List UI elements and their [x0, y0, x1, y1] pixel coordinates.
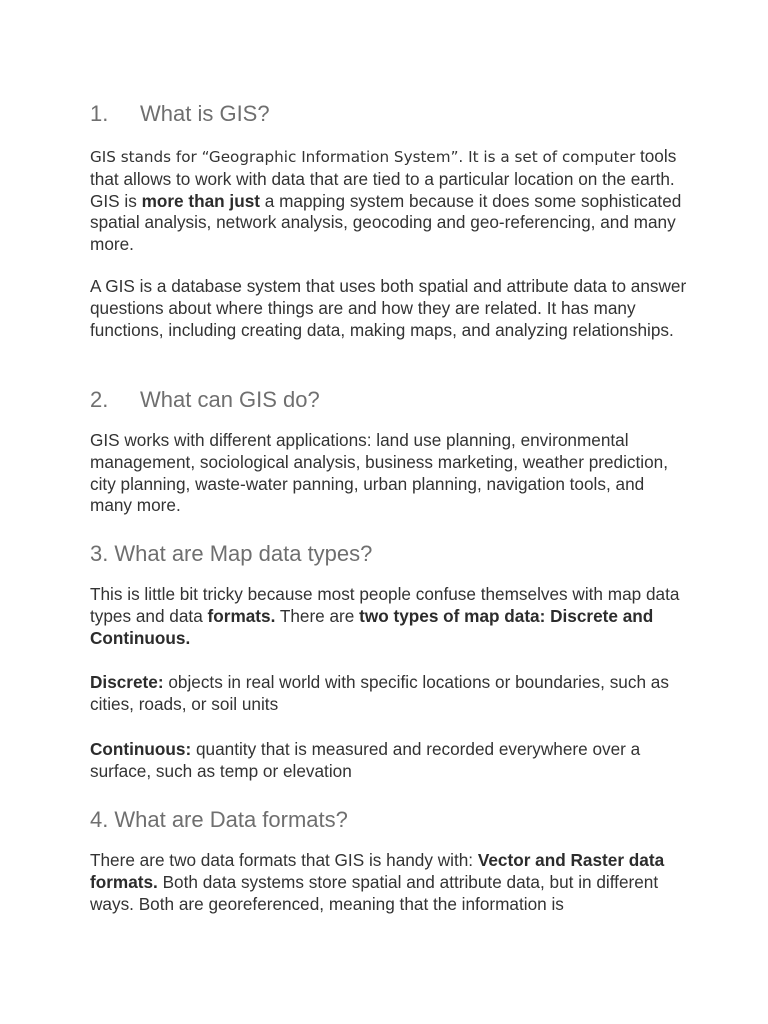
paragraph-map-data-types	[90, 584, 690, 649]
paragraph-text: a mapping system because it does some sophisticated spatial analysis, network analysis, geocoding and geo-referencing, and many more.	[90, 190, 682, 255]
section-number: 1.	[90, 101, 109, 126]
paragraph-continuous	[90, 739, 690, 783]
section-title: What are Map data types?	[114, 541, 373, 566]
paragraph-text: objects in real world with specific locations or boundaries, such as cities, roads, or soil units	[90, 672, 669, 714]
paragraph-text: A GIS is a database system that uses both spatial and attribute data to answer questions about where things are and how they are related. It has many functions, including creating data, making maps, and analyzing relationships.	[90, 276, 687, 340]
bold-text: formats.	[207, 605, 276, 626]
section-heading-1	[90, 101, 270, 127]
paragraph-discrete	[90, 672, 690, 716]
section-number: 3.	[90, 541, 109, 566]
bold-text: Vector and Raster data formats.	[90, 850, 665, 892]
section-heading-4	[90, 807, 348, 833]
paragraph-text: tools that allows to work with data that are tied to a particular location on the earth. GIS is	[90, 146, 677, 211]
section-number: 2.	[90, 387, 109, 412]
bold-text: two types of map data: Discrete and Continuous.	[90, 605, 654, 648]
paragraph-text: This is little bit tricky because most people confuse themselves with map data types and data	[90, 584, 680, 626]
bold-text: more than just	[141, 190, 260, 211]
section-title: What is GIS?	[140, 101, 270, 126]
paragraph-gis-definition	[90, 146, 690, 256]
paragraph-gis-database	[90, 276, 690, 341]
paragraph-text: quantity that is measured and recorded everywhere over a surface, such as temp or elevation	[90, 739, 641, 781]
section-heading-2	[90, 387, 320, 413]
paragraph-data-formats	[90, 850, 690, 915]
section-heading-3	[90, 541, 372, 567]
bold-term: Continuous:	[90, 739, 192, 759]
paragraph-text: GIS works with different applications: land use planning, environmental management, sociological analysis, business marketing, weather prediction, city planning, waste-water panning, urban planning, navigation tools, and many more.	[90, 430, 668, 516]
paragraph-text: There are two data formats that GIS is handy with:	[90, 850, 478, 870]
paragraph-lead-text: GIS stands for “Geographic Information System”. It is a set of computer	[90, 148, 636, 166]
bold-term: Discrete:	[90, 672, 164, 692]
paragraph-text: Both data systems store spatial and attribute data, but in different ways. Both are georeferenced, meaning that the information is	[90, 871, 659, 914]
section-title: What can GIS do?	[140, 387, 320, 412]
paragraph-text: There are	[275, 605, 360, 626]
paragraph-gis-applications	[90, 430, 690, 517]
section-number: 4.	[90, 807, 109, 832]
section-title: What are Data formats?	[114, 807, 348, 832]
